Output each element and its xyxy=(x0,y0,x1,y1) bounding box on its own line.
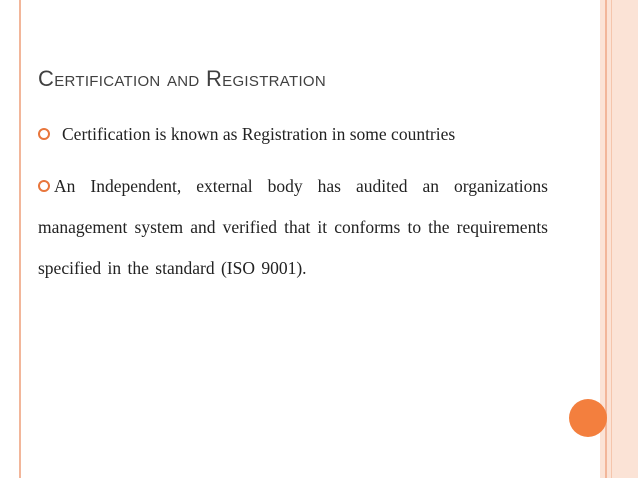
right-decor-line-thin xyxy=(611,0,612,478)
circle-bullet-icon xyxy=(38,128,50,140)
bullet-text-2: An Independent, external body has audited an organizations management system and verified that it conforms to the requirements specified in the standard (ISO 9001). xyxy=(38,176,548,278)
right-decor-stripe xyxy=(600,0,638,478)
right-decor-line xyxy=(605,0,607,478)
circle-bullet-icon xyxy=(38,180,50,192)
bullet-item-1 xyxy=(38,124,558,145)
orange-circle-decor xyxy=(569,399,607,437)
left-decor-line xyxy=(19,0,21,478)
bullet-text-1: Certification is known as Registration in some countries xyxy=(62,124,456,144)
slide-title: Certification and Registration xyxy=(38,66,327,91)
bullet-item-2 xyxy=(38,166,548,289)
